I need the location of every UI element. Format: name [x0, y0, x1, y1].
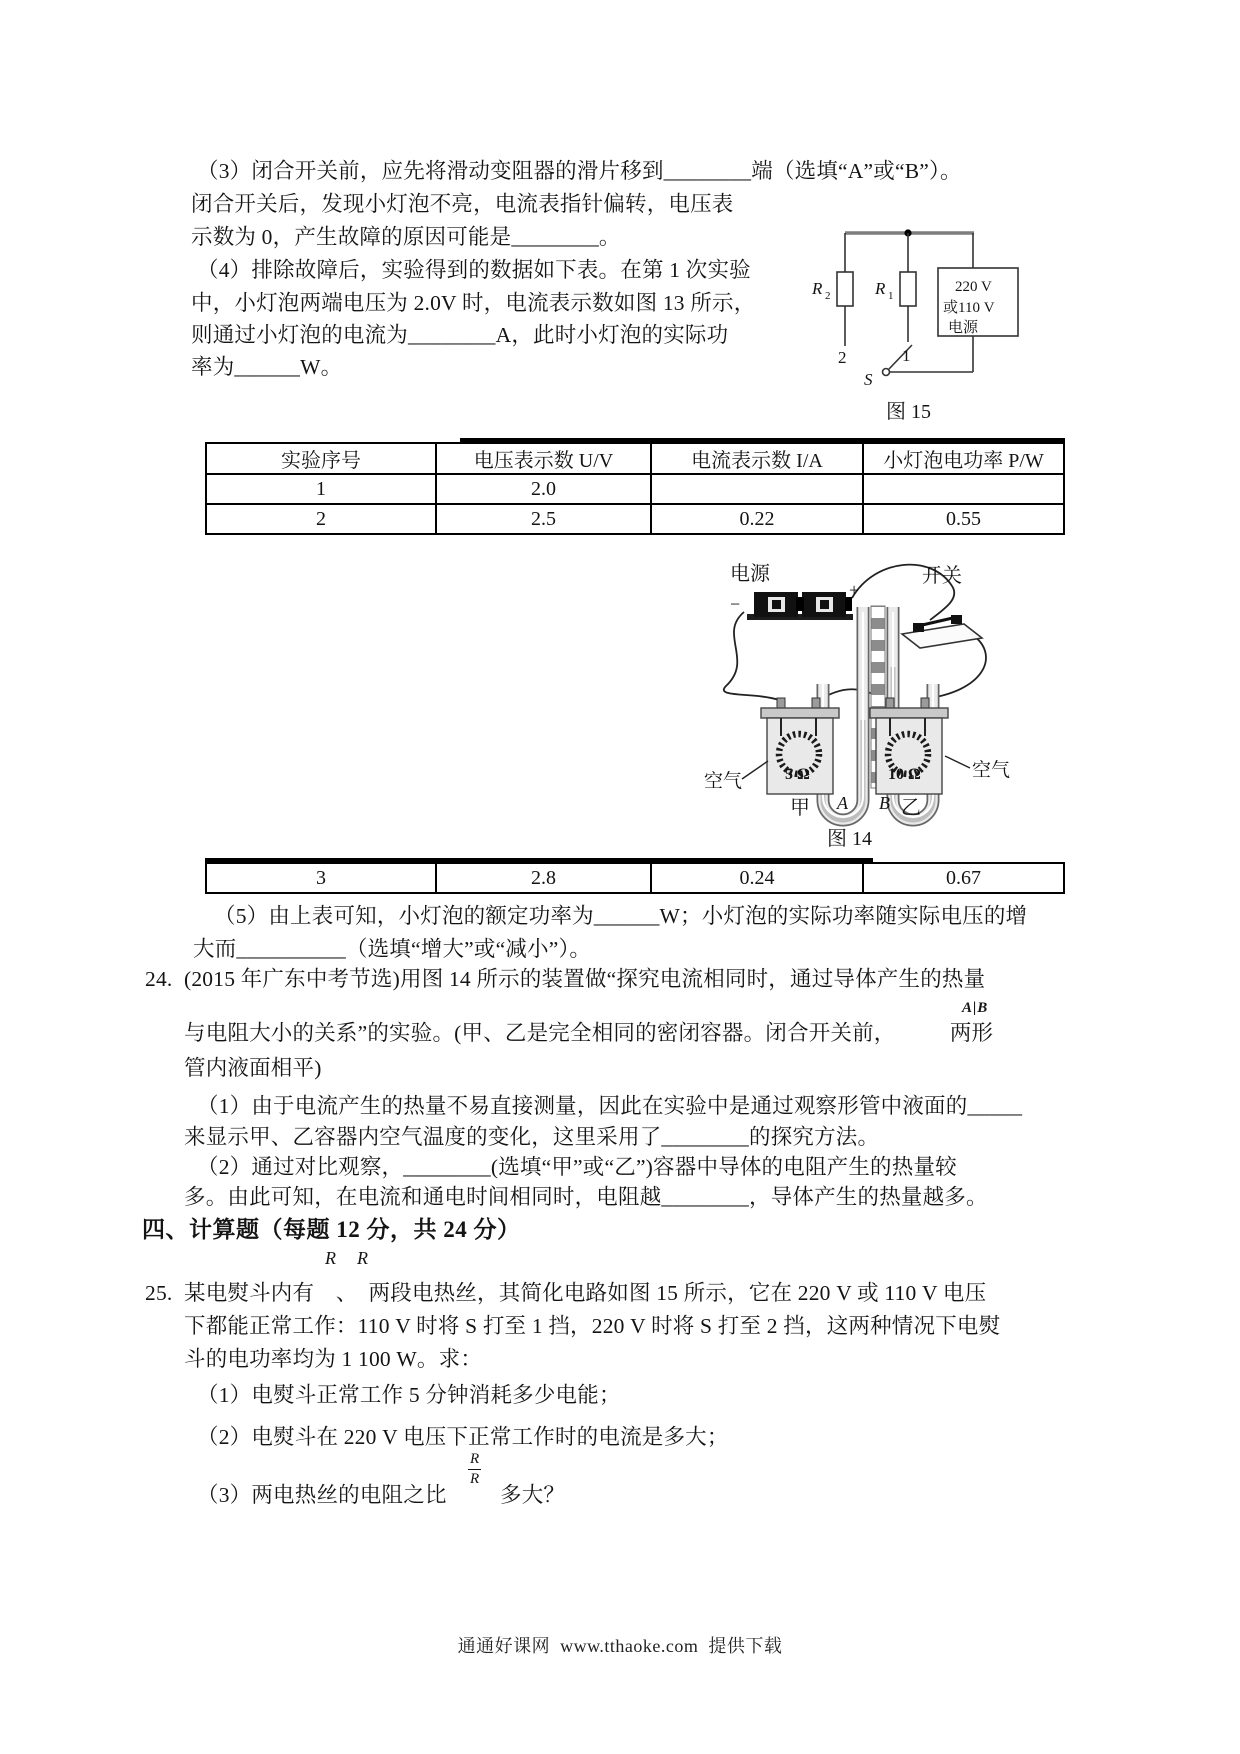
- r2-sub: 2: [825, 290, 831, 302]
- q23-line-1: （3）闭合开关前，应先将滑动变阻器的滑片移到________端（选填“A”或“B”）。: [197, 159, 962, 183]
- battery-plus-label: +: [849, 580, 860, 600]
- q25-line-3: 斗的电功率均为 1 100 W。求：: [184, 1347, 483, 1371]
- table-row: 1 2.0: [206, 474, 1064, 504]
- q25-line-2: 下都能正常工作：110 V 时将 S 打至 1 挡，220 V 时将 S 打至 2 挡，这两种情况下电熨: [184, 1314, 1001, 1338]
- q25-item-2: （2）电熨斗在 220 V 电压下正常工作时的电流是多大；: [197, 1425, 729, 1449]
- fraction-numerator: R: [470, 1451, 480, 1467]
- header-trial: 实验序号: [206, 443, 436, 474]
- q24-item1-line-1: （1）由于电流产生的热量不易直接测量，因此在实验中是通过观察形管中液面的_____: [197, 1094, 1023, 1118]
- tube-a-label: A: [837, 793, 848, 813]
- data-table-part1: [205, 442, 1065, 535]
- switch-label: 开关: [922, 565, 962, 587]
- switch-s-label: S: [864, 370, 873, 389]
- q23-item5-line-1: （5）由上表可知，小灯泡的额定功率为______W；小灯泡的实际功率随实际电压的增: [214, 904, 1028, 928]
- figure-15-circuit: [800, 220, 1035, 440]
- table-row: 2 2.5 0.22 0.55: [206, 504, 1064, 534]
- q24-float-ab: A|B: [962, 1000, 989, 1016]
- figure-14-apparatus: [630, 552, 1030, 852]
- figure-15-caption: 图 15: [886, 401, 931, 423]
- q25-float-r2: R: [357, 1248, 368, 1268]
- q25-resistance-ratio-fraction: [468, 1450, 481, 1489]
- tube-b-label: B: [879, 793, 890, 813]
- q24-item2-line-1: （2）通过对比观察，________(选填“甲”或“乙”)容器中导体的电阻产生的热量较: [197, 1155, 957, 1179]
- q24-line-1: (2015 年广东中考节选)用图 14 所示的装置做“探究电流相同时，通过导体产生的热量: [184, 967, 986, 991]
- r1-label: R: [875, 279, 886, 298]
- battery-minus-label: −: [730, 594, 741, 614]
- table-row: 3 2.8 0.24 0.67: [206, 863, 1064, 893]
- q24-item1-line-2: 来显示甲、乙容器内空气温度的变化，这里采用了________的探究方法。: [184, 1125, 880, 1149]
- footer-watermark: 通通好课网 www.tthaoke.com 提供下载: [457, 1636, 783, 1656]
- section-4-heading: 四、计算题（每题 12 分，共 24 分）: [142, 1217, 521, 1242]
- power-box-line3: 电源: [948, 320, 979, 336]
- q23-line-2: 闭合开关后，发现小灯泡不亮，电流表指针偏转，电压表: [191, 192, 734, 216]
- header-voltage: 电压表示数 U/V: [436, 443, 651, 474]
- resistor-r2-symbol: [837, 272, 853, 306]
- q24-item2-line-2: 多。由此可知，在电流和通电时间相同时，电阻越________，导体产生的热量越多。: [184, 1185, 988, 1209]
- table-header-row: [206, 443, 1064, 474]
- q23-line-7: 率为______W。: [191, 355, 343, 379]
- battery-pack: [747, 592, 853, 620]
- q25-number: 25.: [145, 1281, 173, 1305]
- q25-item-3-post: 多大？: [500, 1483, 566, 1507]
- terminal-2-label: 2: [838, 348, 847, 367]
- q23-line-4: （4）排除故障后，实验得到的数据如下表。在第 1 次实验: [197, 258, 751, 282]
- r1-sub: 1: [888, 290, 894, 302]
- q25-line-1: 某电熨斗内有 、 两段电热丝，其简化电路如图 15 所示，它在 220 V 或 110 V 电压: [184, 1281, 987, 1305]
- air-label-right: 空气: [972, 760, 1011, 781]
- figure-14-caption: 图 14: [827, 828, 872, 850]
- q23-line-3: 示数为 0，产生故障的原因可能是________。: [191, 225, 621, 249]
- power-box-line2: 或110 V: [943, 300, 995, 316]
- q25-float-r1: R: [325, 1248, 336, 1268]
- resistance-10-ohm-label: 10 Ω: [888, 766, 921, 783]
- resistor-r1-symbol: [900, 272, 916, 306]
- knife-switch: [902, 615, 982, 648]
- q25-item-1: （1）电熨斗正常工作 5 分钟消耗多少电能；: [197, 1383, 621, 1407]
- header-power: 小灯泡电功率 P/W: [863, 443, 1064, 474]
- q25-item-3-pre: （3）两电热丝的电阻之比: [197, 1483, 447, 1507]
- power-supply-label: 电源: [730, 563, 770, 585]
- terminal-1-label: 1: [902, 346, 911, 365]
- container-jia-label: 甲: [790, 797, 810, 819]
- q24-number: 24.: [145, 967, 173, 991]
- switch-pivot: [883, 369, 890, 376]
- fraction-denominator: R: [470, 1470, 480, 1487]
- q23-line-6: 则通过小灯泡的电流为________A，此时小灯泡的实际功: [191, 323, 729, 347]
- q24-line-2: 与电阻大小的关系”的实验。(甲、乙是完全相同的密闭容器。闭合开关前， 两形: [184, 1021, 994, 1045]
- air-label-left: 空气: [704, 771, 743, 792]
- resistance-5-ohm-label: 5 Ω: [785, 766, 810, 783]
- q23-item5-line-2: 大而__________（选填“增大”或“减小”）。: [193, 937, 592, 961]
- q23-line-5: 中，小灯泡两端电压为 2.0V 时，电流表示数如图 13 所示，: [191, 291, 756, 315]
- power-box-line1: 220 V: [955, 279, 992, 295]
- header-current: 电流表示数 I/A: [651, 443, 863, 474]
- data-table-part2: [205, 862, 1065, 894]
- wire-battery-to-jia: [724, 612, 779, 700]
- q24-line-3: 管内液面相平): [184, 1056, 322, 1080]
- r2-label: R: [812, 279, 823, 298]
- container-yi-label: 乙: [901, 797, 921, 819]
